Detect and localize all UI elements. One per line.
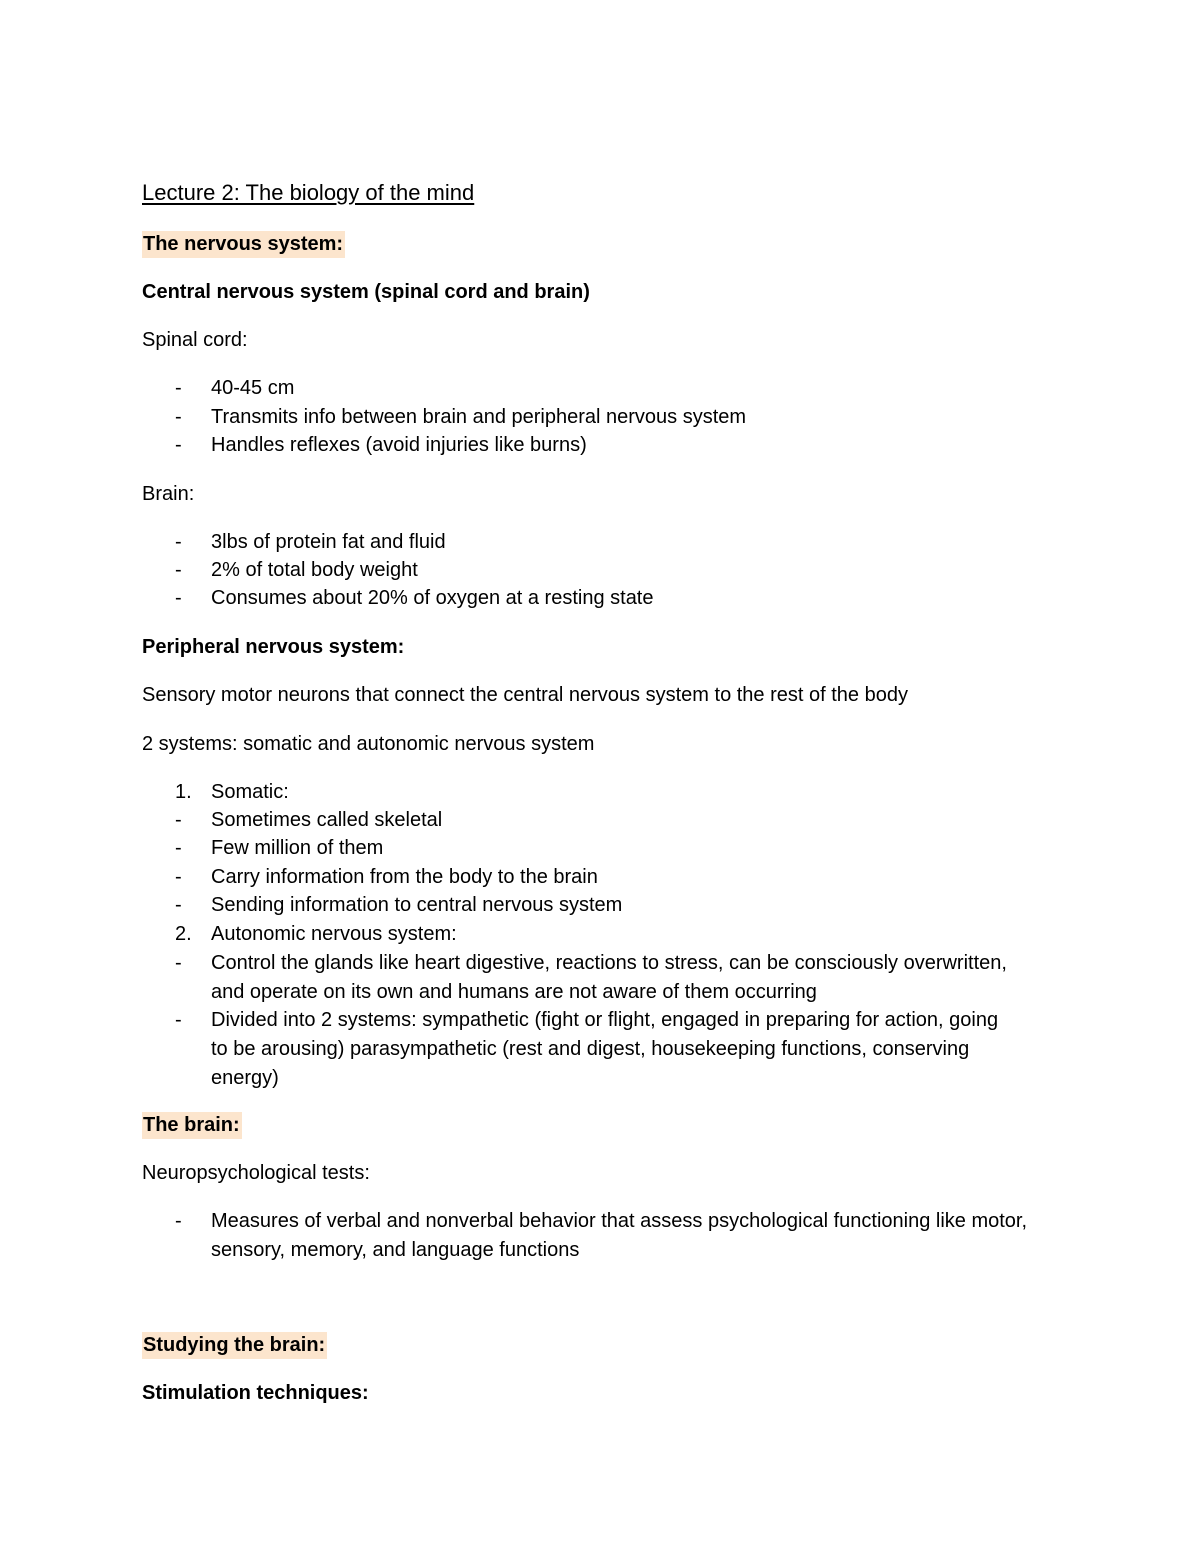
number-marker: 1. [175, 781, 192, 803]
list-item-text: Sometimes called skeletal [211, 809, 443, 831]
numbered-item-text: Autonomic nervous system: [211, 923, 457, 945]
bullet-marker: - [175, 866, 182, 888]
list-item-text: Handles reflexes (avoid injuries like burns) [211, 434, 587, 456]
number-marker: 2. [175, 923, 192, 945]
list-item-text: 3lbs of protein fat and fluid [211, 531, 446, 553]
bullet-marker: - [175, 587, 182, 609]
highlighted-heading: The nervous system: [142, 231, 345, 258]
list-item-text: Measures of verbal and nonverbal behavior that assess psychological functioning like motor, sensory, memory, and language functions [211, 1210, 1028, 1261]
paragraph-pns-description: Sensory motor neurons that connect the central nervous system to the rest of the body [142, 684, 908, 706]
list-item-text: Sending information to central nervous system [211, 894, 623, 916]
bullet-marker: - [175, 809, 182, 831]
highlighted-heading: Studying the brain: [142, 1332, 327, 1359]
list-item-text: Carry information from the body to the brain [211, 866, 598, 888]
bullet-marker: - [175, 531, 182, 553]
heading-the-brain [142, 1113, 242, 1137]
bullet-marker: - [175, 434, 182, 456]
list-item-text: Transmits info between brain and peripheral nervous system [211, 406, 747, 428]
numbered-item-text: Somatic: [211, 781, 289, 803]
bullet-marker: - [175, 894, 182, 916]
heading-stimulation-techniques: Stimulation techniques: [142, 1382, 369, 1404]
heading-nervous-system [142, 232, 345, 256]
paragraph-pns-systems: 2 systems: somatic and autonomic nervous system [142, 733, 595, 755]
label-spinal-cord: Spinal cord: [142, 329, 248, 351]
label-brain: Brain: [142, 483, 195, 505]
label-neuropsychological-tests: Neuropsychological tests: [142, 1162, 370, 1184]
list-item-text: Consumes about 20% of oxygen at a resting state [211, 587, 654, 609]
bullet-marker: - [175, 377, 182, 399]
bullet-marker: - [175, 559, 182, 581]
list-item-text: 40-45 cm [211, 377, 295, 399]
highlighted-heading: The brain: [142, 1112, 242, 1139]
bullet-marker: - [175, 952, 182, 974]
list-item-text: 2% of total body weight [211, 559, 418, 581]
list-item-text: Few million of them [211, 837, 384, 859]
bullet-marker: - [175, 1210, 182, 1232]
heading-studying-the-brain [142, 1333, 327, 1357]
bullet-marker: - [175, 1009, 182, 1031]
page-title: Lecture 2: The biology of the mind [142, 180, 475, 205]
heading-central-nervous-system: Central nervous system (spinal cord and brain) [142, 281, 590, 303]
list-item-text: Divided into 2 systems: sympathetic (fight or flight, engaged in preparing for action, going to be arousing) parasympathetic (rest and digest, housekeeping functions, conserving energy) [211, 1009, 999, 1089]
list-item-text: Control the glands like heart digestive, reactions to stress, can be consciously overwritten, and operate on its own and humans are not aware of them occurring [211, 952, 1007, 1003]
heading-peripheral-nervous-system: Peripheral nervous system: [142, 636, 405, 658]
bullet-marker: - [175, 837, 182, 859]
bullet-marker: - [175, 406, 182, 428]
